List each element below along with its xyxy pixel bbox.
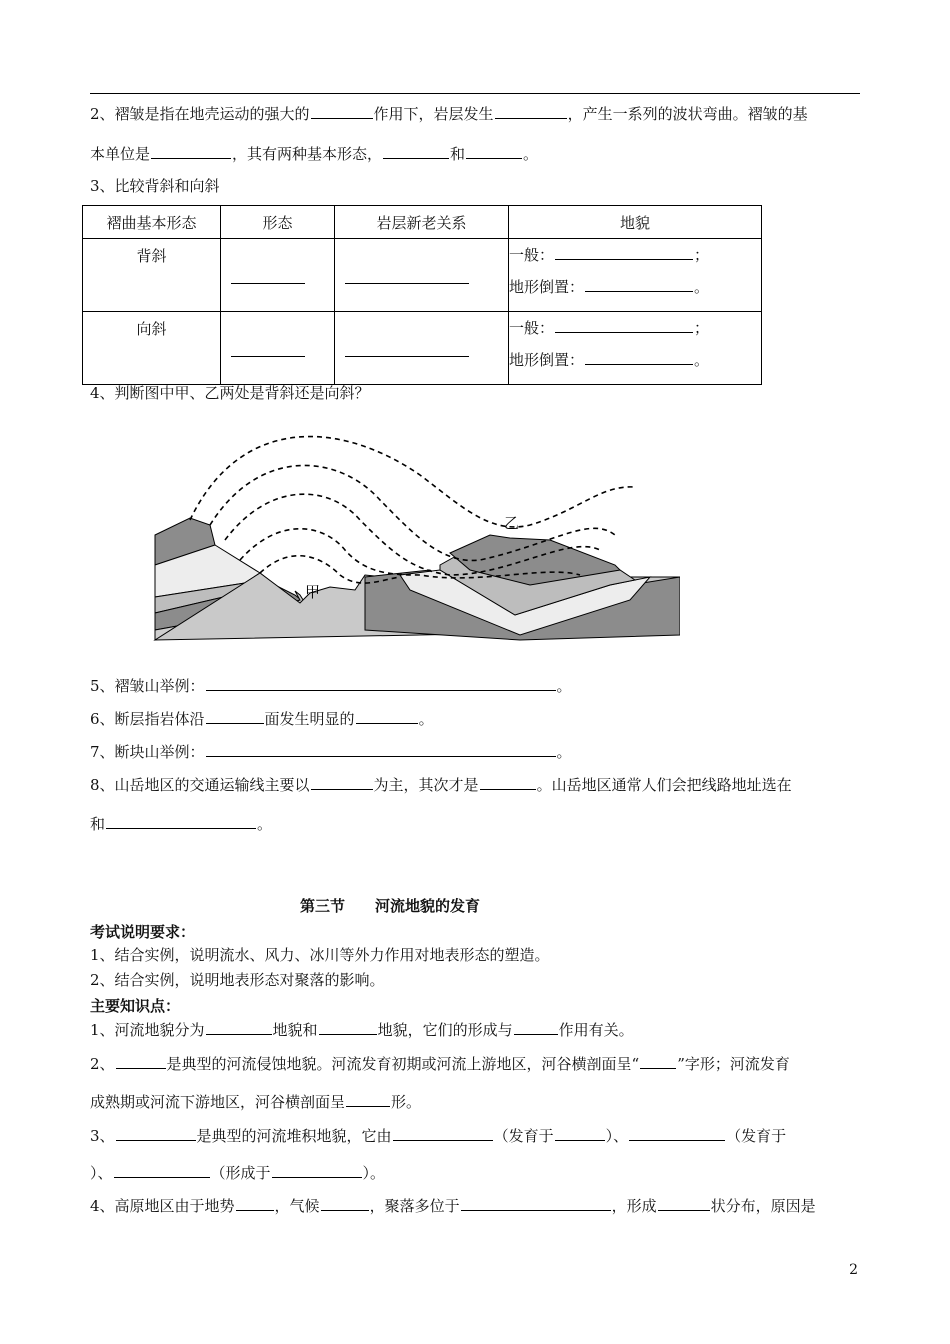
p3-text-e: （发育于: [726, 1127, 787, 1145]
p4-line: [90, 1196, 816, 1216]
q2-line1: [90, 104, 808, 124]
q5-text-a: 5、褶皱山举例：: [90, 677, 205, 695]
q2-text-c: ，产生一系列的波状弯曲。褶皱的基: [567, 105, 808, 123]
p4-text-e: 状分布，原因是: [710, 1197, 816, 1215]
row-label: 向斜: [83, 312, 221, 385]
punct: 。: [694, 278, 710, 296]
q6-text-c: 。: [418, 710, 434, 728]
blank[interactable]: [640, 1054, 676, 1069]
p1-text-b: 地貌和: [272, 1021, 318, 1039]
q8-text-d: 和: [90, 815, 106, 833]
section-title: 第三节 河流地貌的发育: [300, 897, 481, 915]
table-header: 形态: [221, 206, 335, 239]
q8-text-a: 8、山岳地区的交通运输线主要以: [90, 776, 310, 794]
p3-text-h: ）。: [362, 1164, 386, 1182]
blank[interactable]: [658, 1196, 710, 1211]
blank[interactable]: [466, 144, 522, 159]
p2-text-b: 是典型的河流侵蚀地貌。河流发育初期或河流上游地区，河谷横剖面呈“: [166, 1055, 640, 1073]
q2-line2: [90, 144, 538, 164]
table-header-row: [83, 206, 762, 239]
blank[interactable]: [480, 775, 536, 790]
blank[interactable]: [206, 1020, 272, 1035]
inverted-label: 地形倒置：: [509, 351, 585, 369]
header-rule: [90, 93, 860, 94]
q6-line: [90, 709, 434, 729]
q6-text-a: 6、断层指岩体沿: [90, 710, 205, 728]
landform-cell: [509, 312, 762, 385]
p3-text-f: ）、: [90, 1164, 113, 1182]
p1-line: [90, 1020, 634, 1040]
exam-item-1: 1、结合实例，说明流水、风力、冰川等外力作用对地表形态的塑造。: [90, 946, 550, 964]
blank[interactable]: [585, 350, 693, 365]
blank[interactable]: [311, 775, 373, 790]
q7-text-b: 。: [556, 743, 572, 761]
q6-text-b: 面发生明显的: [264, 710, 355, 728]
blank[interactable]: [311, 104, 373, 119]
exam-heading: 考试说明要求：: [90, 923, 196, 941]
q5-text-b: 。: [556, 677, 572, 695]
exam-item-2: 2、结合实例，说明地表形态对聚落的影响。: [90, 971, 385, 989]
blank[interactable]: [114, 1163, 210, 1178]
table-row: [83, 312, 762, 385]
q8-text-c: 。山岳地区通常人们会把线路地址选在: [536, 776, 792, 794]
q8-text-b: 为主，其次才是: [373, 776, 479, 794]
punct: ；: [694, 246, 710, 264]
p3-line1: [90, 1126, 786, 1146]
q4-text: 4、判断图中甲、乙两处是背斜还是向斜？: [90, 384, 370, 402]
punct: 。: [694, 351, 710, 369]
blank[interactable]: [321, 1196, 369, 1211]
blank[interactable]: [236, 1196, 274, 1211]
p2-text-d: 成熟期或河流下游地区，河谷横剖面呈: [90, 1093, 346, 1111]
inverted-label: 地形倒置：: [509, 278, 585, 296]
blank[interactable]: [272, 1163, 362, 1178]
age-cell[interactable]: [335, 239, 509, 312]
blank[interactable]: [629, 1126, 725, 1141]
p3-text-b: 是典型的河流堆积地貌，它由: [196, 1127, 392, 1145]
p1-text-d: 作用有关。: [558, 1021, 634, 1039]
form-cell[interactable]: [221, 239, 335, 312]
q3-title: 3、比较背斜和向斜: [90, 177, 220, 195]
q8-text-e: 。: [257, 815, 273, 833]
landform-cell: [509, 239, 762, 312]
points-heading: 主要知识点：: [90, 997, 181, 1015]
p2-text-c: ”字形；河流发育: [677, 1055, 790, 1073]
table-header: 地貌: [509, 206, 762, 239]
p1-text-c: 地貌，它们的形成与: [377, 1021, 513, 1039]
p2-line1: [90, 1054, 790, 1074]
general-label: 一般：: [509, 319, 555, 337]
q2-text-a: 2、褶皱是指在地壳运动的强大的: [90, 105, 310, 123]
p4-text-a: 4、高原地区由于地势: [90, 1197, 235, 1215]
q2-text-d: 本单位是: [90, 145, 151, 163]
p2-text-e: 形。: [391, 1093, 422, 1111]
blank[interactable]: [356, 709, 418, 724]
punct: ；: [694, 319, 710, 337]
p3-text-a: 3、: [90, 1127, 115, 1145]
blank[interactable]: [206, 742, 556, 757]
blank[interactable]: [383, 144, 449, 159]
fold-comparison-table: [82, 205, 762, 385]
q5-line: [90, 676, 572, 696]
blank[interactable]: [106, 814, 256, 829]
p2-text-a: 2、: [90, 1055, 115, 1073]
table-header: 岩层新老关系: [335, 206, 509, 239]
p3-text-d: ）、: [605, 1127, 629, 1145]
p2-line2: [90, 1092, 421, 1112]
q7-line: [90, 742, 572, 762]
q2-text-f: 和: [450, 145, 466, 163]
p4-text-b: ，气候: [274, 1197, 320, 1215]
general-label: 一般：: [509, 246, 555, 264]
blank[interactable]: [116, 1054, 166, 1069]
blank[interactable]: [206, 676, 556, 691]
p4-text-c: ，聚落多位于: [369, 1197, 460, 1215]
blank[interactable]: [461, 1196, 611, 1211]
fold-diagram: [150, 425, 680, 655]
blank[interactable]: [206, 709, 264, 724]
table-row: [83, 239, 762, 312]
p3-text-c: （发育于: [493, 1127, 554, 1145]
p1-text-a: 1、河流地貌分为: [90, 1021, 205, 1039]
label-jia: 甲: [305, 583, 321, 601]
p3-line2: [90, 1163, 385, 1183]
blank[interactable]: [495, 104, 567, 119]
q7-text-a: 7、断块山举例：: [90, 743, 205, 761]
row-label: 背斜: [83, 239, 221, 312]
blank[interactable]: [151, 144, 231, 159]
age-cell[interactable]: [335, 312, 509, 385]
page-number: 2: [849, 1262, 858, 1278]
q8-line1: [90, 775, 792, 795]
q2-text-b: 作用下，岩层发生: [373, 105, 494, 123]
blank[interactable]: [555, 318, 693, 333]
blank[interactable]: [116, 1126, 196, 1141]
blank[interactable]: [514, 1020, 558, 1035]
q2-text-g: 。: [523, 145, 539, 163]
form-cell[interactable]: [221, 312, 335, 385]
q8-line2: [90, 814, 272, 834]
blank[interactable]: [346, 1092, 390, 1107]
p4-text-d: ，形成: [611, 1197, 657, 1215]
syncline-block: [365, 535, 680, 640]
table-header: 褶曲基本形态: [83, 206, 221, 239]
blank[interactable]: [555, 245, 693, 260]
blank[interactable]: [393, 1126, 493, 1141]
blank[interactable]: [555, 1126, 605, 1141]
q2-text-e: ，其有两种基本形态，: [232, 145, 383, 163]
p3-text-g: （形成于: [210, 1164, 271, 1182]
blank[interactable]: [319, 1020, 377, 1035]
blank[interactable]: [585, 277, 693, 292]
label-yi: 乙: [504, 514, 520, 532]
